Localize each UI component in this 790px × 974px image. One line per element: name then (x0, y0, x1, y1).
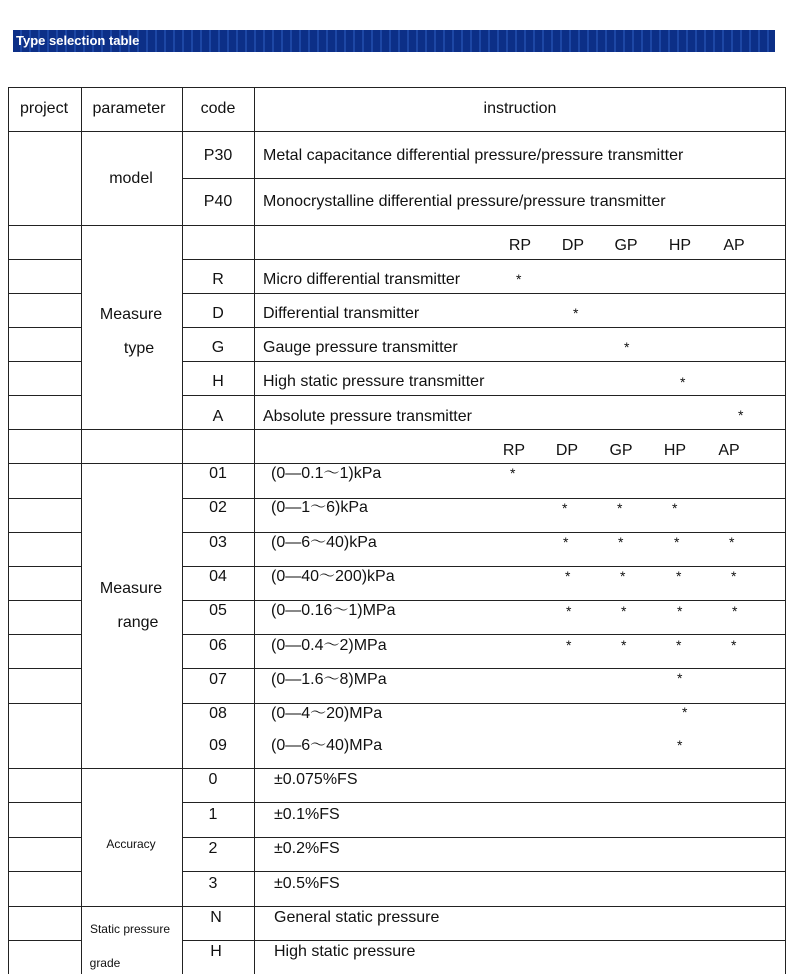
row-divider (182, 293, 786, 294)
selection-mark: * (677, 670, 683, 686)
selection-mark: * (565, 568, 571, 584)
column-header-hp: HP (668, 237, 692, 254)
row-divider (8, 871, 82, 872)
measure-type-instruction: Differential transmitter (263, 305, 420, 322)
selection-mark: * (731, 568, 737, 584)
range-column-header-gp: GP (609, 442, 633, 459)
measure-range-instruction: (0—6～40)MPa (271, 737, 383, 754)
selection-mark: * (732, 603, 738, 619)
measure-range-instruction: (0—0.16～1)MPa (271, 602, 396, 619)
selection-mark: * (731, 637, 737, 653)
row-divider (182, 395, 786, 396)
range-column-header-rp: RP (502, 442, 526, 459)
measure-type-code: D (212, 305, 224, 322)
row-divider (8, 259, 82, 260)
row-divider (182, 178, 786, 179)
static-pressure-label-2: grade (89, 956, 121, 970)
row-divider (8, 463, 786, 464)
measure-type-code: G (211, 339, 225, 356)
row-divider (182, 802, 786, 803)
row-divider (8, 768, 786, 769)
model-label: model (109, 170, 153, 187)
row-divider (182, 532, 786, 533)
row-divider (8, 668, 82, 669)
selection-mark: * (677, 603, 683, 619)
static-pressure-instruction: General static pressure (274, 909, 440, 926)
column-header-gp: GP (614, 237, 638, 254)
header-code: code (200, 100, 236, 117)
measure-range-code: 06 (209, 637, 227, 654)
column-divider (8, 87, 9, 974)
accuracy-instruction: ±0.1%FS (274, 806, 340, 823)
static-pressure-code: H (210, 943, 222, 960)
measure-type-label-2: type (123, 340, 155, 357)
column-header-ap: AP (723, 237, 745, 254)
measure-type-instruction: Gauge pressure transmitter (263, 339, 458, 356)
measure-range-instruction: (0—1～6)kPa (271, 499, 368, 516)
measure-range-label-1: Measure (99, 580, 163, 597)
accuracy-label: Accuracy (106, 837, 156, 851)
selection-mark: * (618, 534, 624, 550)
section-title: Type selection table (16, 33, 140, 48)
selection-mark: * (674, 534, 680, 550)
measure-range-instruction: (0—0.4～2)MPa (271, 637, 387, 654)
measure-type-label-1: Measure (99, 306, 163, 323)
row-divider (8, 703, 82, 704)
measure-range-instruction: (0—4～20)MPa (271, 705, 383, 722)
row-divider (182, 259, 786, 260)
row-divider (8, 87, 786, 88)
row-divider (182, 837, 786, 838)
row-divider (8, 429, 786, 430)
static-pressure-label-1: Static pressure (89, 922, 171, 936)
selection-mark: * (621, 603, 627, 619)
selection-mark: * (676, 637, 682, 653)
measure-range-instruction: (0—6～40)kPa (271, 534, 377, 551)
selection-mark: * (563, 534, 569, 550)
row-divider (8, 361, 82, 362)
accuracy-code: 2 (208, 840, 218, 857)
measure-type-instruction: Micro differential transmitter (263, 271, 461, 288)
measure-type-code: H (212, 373, 224, 390)
measure-type-code: A (212, 408, 224, 425)
row-divider (8, 225, 786, 226)
row-divider (8, 293, 82, 294)
measure-range-code: 01 (209, 465, 227, 482)
model-code: P30 (203, 147, 233, 164)
row-divider (182, 668, 786, 669)
measure-range-code: 04 (209, 568, 227, 585)
row-divider (8, 802, 82, 803)
model-instruction: Metal capacitance differential pressure/pressure transmitter (263, 147, 684, 164)
measure-range-code: 03 (209, 534, 227, 551)
range-column-header-dp: DP (555, 442, 579, 459)
selection-mark: * (566, 603, 572, 619)
accuracy-instruction: ±0.2%FS (274, 840, 340, 857)
accuracy-instruction: ±0.5%FS (274, 875, 340, 892)
row-divider (182, 634, 786, 635)
row-divider (182, 327, 786, 328)
measure-type-code: R (212, 271, 224, 288)
selection-mark: * (677, 737, 683, 753)
row-divider (8, 395, 82, 396)
measure-range-code: 08 (209, 705, 227, 722)
accuracy-instruction: ±0.075%FS (274, 771, 358, 788)
measure-range-code: 09 (209, 737, 227, 754)
measure-range-instruction: (0—1.6～8)MPa (271, 671, 387, 688)
column-header-rp: RP (508, 237, 532, 254)
static-pressure-instruction: High static pressure (274, 943, 416, 960)
selection-mark: * (620, 568, 626, 584)
row-divider (8, 327, 82, 328)
measure-range-code: 05 (209, 602, 227, 619)
selection-mark: * (682, 704, 688, 720)
model-code: P40 (203, 193, 233, 210)
model-instruction: Monocrystalline differential pressure/pressure transmitter (263, 193, 666, 210)
header-parameter: parameter (92, 100, 166, 117)
accuracy-code: 0 (208, 771, 218, 788)
range-column-header-hp: HP (663, 442, 687, 459)
row-divider (182, 566, 786, 567)
row-divider (182, 703, 786, 704)
accuracy-code: 3 (208, 875, 218, 892)
selection-mark: * (516, 271, 522, 287)
selection-mark: * (680, 374, 686, 390)
header-project: project (19, 100, 69, 117)
selection-mark: * (676, 568, 682, 584)
row-divider (8, 634, 82, 635)
column-divider (785, 87, 786, 974)
row-divider (182, 871, 786, 872)
accuracy-code: 1 (208, 806, 218, 823)
selection-mark: * (573, 305, 579, 321)
row-divider (8, 498, 82, 499)
measure-range-code: 07 (209, 671, 227, 688)
range-column-header-ap: AP (718, 442, 740, 459)
static-pressure-code: N (210, 909, 222, 926)
selection-mark: * (510, 465, 516, 481)
row-divider (8, 131, 786, 132)
selection-mark: * (729, 534, 735, 550)
selection-mark: * (624, 339, 630, 355)
row-divider (8, 906, 786, 907)
measure-range-instruction: (0—40～200)kPa (271, 568, 395, 585)
measure-range-instruction: (0—0.1～1)kPa (271, 465, 382, 482)
header-instruction: instruction (483, 100, 557, 117)
row-divider (182, 361, 786, 362)
column-header-dp: DP (561, 237, 585, 254)
selection-mark: * (672, 500, 678, 516)
measure-range-label-2: range (117, 614, 159, 631)
row-divider (8, 566, 82, 567)
selection-mark: * (562, 500, 568, 516)
row-divider (8, 600, 82, 601)
row-divider (8, 532, 82, 533)
selection-mark: * (621, 637, 627, 653)
measure-type-instruction: Absolute pressure transmitter (263, 408, 472, 425)
selection-mark: * (617, 500, 623, 516)
row-divider (182, 940, 786, 941)
selection-mark: * (566, 637, 572, 653)
selection-mark: * (738, 407, 744, 423)
measure-range-code: 02 (209, 499, 227, 516)
row-divider (8, 940, 82, 941)
measure-type-instruction: High static pressure transmitter (263, 373, 485, 390)
row-divider (182, 600, 786, 601)
